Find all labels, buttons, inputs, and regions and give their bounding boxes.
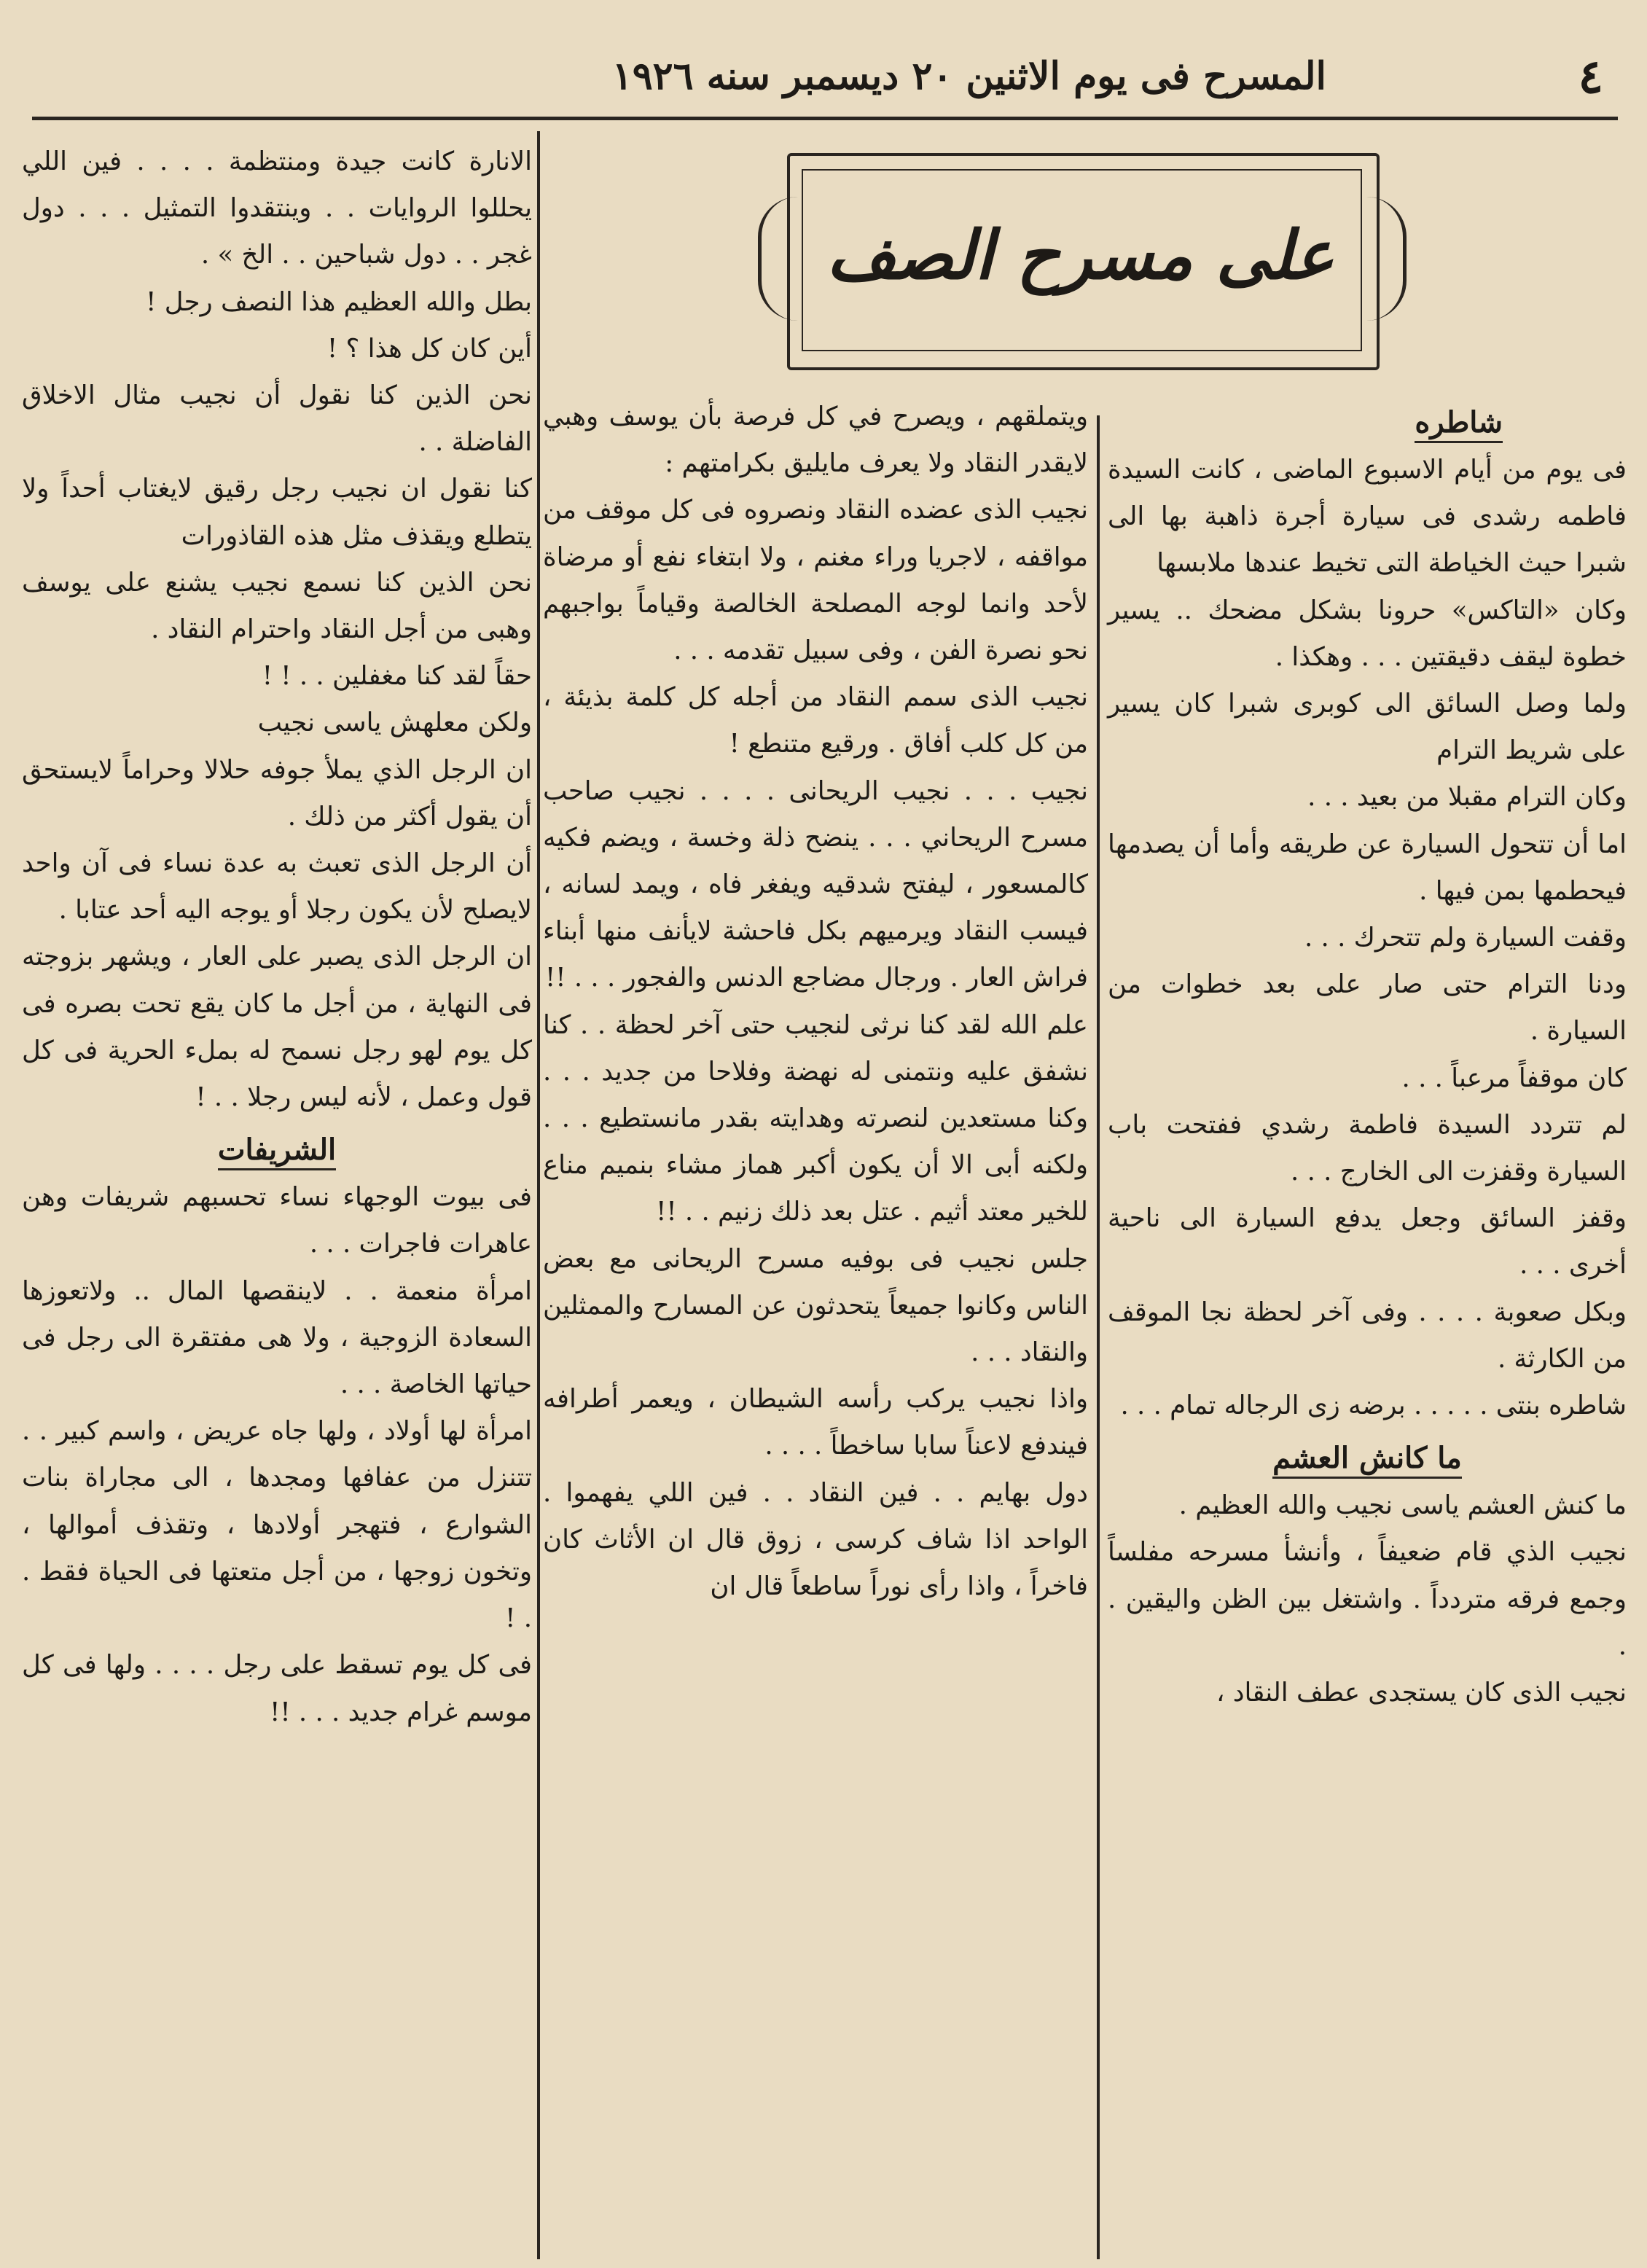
paragraph: نجيب الذى كان يستجدى عطف النقاد ، xyxy=(1216,1678,1627,1708)
paragraph: ان الرجل الذي يملأ جوفه حلالا وحراماً لايستحق أن يقول أكثر من ذلك . xyxy=(22,754,532,832)
heading-shatra: شاطره xyxy=(1108,405,1627,439)
paragraph: ولما وصل السائق الى كوبرى شبرا كان يسير على شريط الترام xyxy=(1108,689,1627,766)
paragraph: دول بهايم . . فين النقاد . . فين اللي يفهموا . الواحد اذا شاف كرسى ، زوق قال ان الأثاث كان فاخراً ، واذا رأى نوراً ساطعاً قال ان xyxy=(543,1477,1088,1602)
paragraph: وقفز السائق وجعل يدفع السيارة الى ناحية أخرى . . . xyxy=(1108,1203,1627,1280)
page-number: ٤ xyxy=(1578,50,1603,104)
paragraph: شاطره بنتى . . . . . برضه زى الرجاله تمام . . . xyxy=(1120,1391,1627,1421)
paragraph: الانارة كانت جيدة ومنتظمة . . . . فين اللي يحللوا الروايات . . وينتقدوا التمثيل . . . دول غجر . . دول شباحين . . الخ » . xyxy=(22,146,532,270)
paragraph: أين كان كل هذا ؟ ! xyxy=(326,333,532,364)
paragraph: وقفت السيارة ولم تتحرك . . . xyxy=(1304,923,1627,953)
column-right xyxy=(1108,394,1627,1716)
paragraph: كان موقفاً مرعباً . . . xyxy=(1401,1063,1627,1093)
paragraph: امرأة لها أولاد ، ولها جاه عريض ، واسم كبير . . تتنزل من عفافها ومجدها ، الى مجاراة بنات الشوارع ، فتهجر أولادها ، وتقذف أموالها ، وتخون زوجها ، من أجل متعتها فى الحياة فقط . . ! xyxy=(22,1416,532,1634)
column-middle xyxy=(543,394,1088,1610)
column-divider-right xyxy=(1097,415,1100,2259)
paragraph: فى يوم من أيام الاسبوع الماضى ، كانت السيدة فاطمه رشدى فى سيارة أجرة ذاهبة بها الى شبرا حيث الخياطة التى تخيط عندها ملابسها xyxy=(1108,455,1627,579)
paragraph: كنا نقول ان نجيب رجل رقيق لايغتاب أحداً ولا يتطلع ويقذف مثل هذه القاذورات xyxy=(22,474,532,551)
paragraph: واذا نجيب يركب رأسه الشيطان ، ويعمر أطرافه فيندفع لاعناً سابا ساخطاً . . . . xyxy=(543,1384,1088,1461)
page-header xyxy=(36,42,1603,122)
paragraph: وكان الترام مقبلا من بعيد . . . xyxy=(1307,782,1627,813)
paragraph: وكان «التاكس» حرونا بشكل مضحك .. يسير خطوة ليقف دقيقتين . . . وهكذا . xyxy=(1108,595,1627,672)
paragraph: نجيب الذى سمم النقاد من أجله كل كلمة بذيئة ، من كل كلب أفاق . ورقيع متنطع ! xyxy=(543,682,1088,759)
paragraph: ودنا الترام حتى صار على بعد خطوات من السيارة . xyxy=(1108,969,1627,1047)
paragraph: اما أن تتحول السيارة عن طريقه وأما أن يصدمها فيحطمها بمن فيها . xyxy=(1108,829,1627,906)
paragraph: نجيب الذى عضده النقاد ونصروه فى كل موقف من مواقفه ، لاجريا وراء مغنم ، ولا ابتغاء نفع أو مرضاة لأحد وانما لوجه المصلحة الخالصة وقياماً بواجبهم نحو نصرة الفن ، وفى سبيل تقدمه . . . xyxy=(543,495,1088,666)
paragraph: نجيب الذي قام ضعيفاً ، وأنشأ مسرحه مفلساً وجمع فرقه متردداً . واشتغل بين الظن واليقين . . xyxy=(1108,1537,1627,1661)
paragraph: نحن الذين كنا نقول أن نجيب مثال الاخلاق الفاضلة . . xyxy=(22,380,532,458)
paragraph: فى كل يوم تسقط على رجل . . . . ولها فى كل موسم غرام جديد . . . !! xyxy=(22,1650,532,1727)
paragraph: ما كنش العشم ياسى نجيب والله العظيم . xyxy=(1178,1490,1627,1521)
paragraph: بطل والله العظيم هذا النصف رجل ! xyxy=(146,286,532,317)
paragraph: امرأة منعمة . . لاينقصها المال .. ولاتعوزها السعادة الزوجية ، ولا هى مفتقرة الى رجل فى حياتها الخاصة . . . xyxy=(22,1275,532,1400)
paragraph: ويتملقهم ، ويصرح في كل فرصة بأن يوسف وهبي لايقدر النقاد ولا يعرف مايليق بكرامتهم : xyxy=(543,402,1088,479)
column-left xyxy=(22,138,532,1736)
paragraph: ان الرجل الذى يصبر على العار ، ويشهر بزوجته فى النهاية ، من أجل ما كان يقع تحت بصره فى كل يوم لهو رجل نسمح له بملء الحرية فى كل قول وعمل ، لأنه ليس رجلا . . ! xyxy=(22,942,532,1113)
paragraph: نجيب . . . نجيب الريحانى . . . . نجيب صاحب مسرح الريحاني . . . ينضح ذلة وخسة ، ويضم فكيه كالمسعور ، ليفتح شدقيه ويفغر فاه ، ويمد لسانه ، فيسب النقاد ويرميهم بكل فاحشة لايأنف منها أبناء فراش العار . ورجال مضاجع الدنس والفجور . . . !! xyxy=(543,775,1088,993)
running-head: المسرح فى يوم الاثنين ٢٠ ديسمبر سنه ١٩٢٦ xyxy=(611,54,1326,98)
paragraph: لم تتردد السيدة فاطمة رشدي ففتحت باب السيارة وقفزت الى الخارج . . . xyxy=(1108,1109,1627,1187)
heading-sharifat: الشريفات xyxy=(22,1133,532,1167)
title-box xyxy=(758,153,1407,379)
heading-makansh-elasham: ما كانش العشم xyxy=(1108,1441,1627,1475)
header-rule xyxy=(32,117,1618,120)
paragraph: أن الرجل الذى تعبث به عدة نساء فى آن واحد لايصلح لأن يكون رجلا أو يوجه اليه أحد عتابا . xyxy=(22,848,532,926)
paragraph: نحن الذين كنا نسمع نجيب يشنع على يوسف وهبى من أجل النقاد واحترام النقاد . xyxy=(22,567,532,645)
section-title: على مسرح الصف xyxy=(826,216,1334,294)
paragraph: فى بيوت الوجهاء نساء تحسبهم شريفات وهن عاهرات فاجرات . . . xyxy=(22,1182,532,1259)
paragraph: حقاً لقد كنا مغفلين . . ! ! xyxy=(262,661,532,692)
paragraph: علم الله لقد كنا نرثى لنجيب حتى آخر لحظة . . كنا نشفق عليه ونتمنى له نهضة وفلاحا من جديد . . . وكنا مستعدين لنصرته وهدايته بقدر مانستطيع . . . ولكنه أبى الا أن يكون أكبر هماز مشاء بنميم مناع للخير معتد أثيم . عتل بعد ذلك زنيم . . !! xyxy=(543,1009,1088,1227)
column-divider-left xyxy=(537,131,540,2259)
paragraph: ولكن معلهش ياسى نجيب xyxy=(257,708,532,738)
paragraph: وبكل صعوبة . . . . وفى آخر لحظة نجا الموقف من الكارثة . xyxy=(1108,1297,1627,1374)
paragraph: جلس نجيب فى بوفيه مسرح الريحانى مع بعض الناس وكانوا جميعاً يتحدثون عن المسارح والممثلين والنقاد . . . xyxy=(543,1243,1088,1368)
